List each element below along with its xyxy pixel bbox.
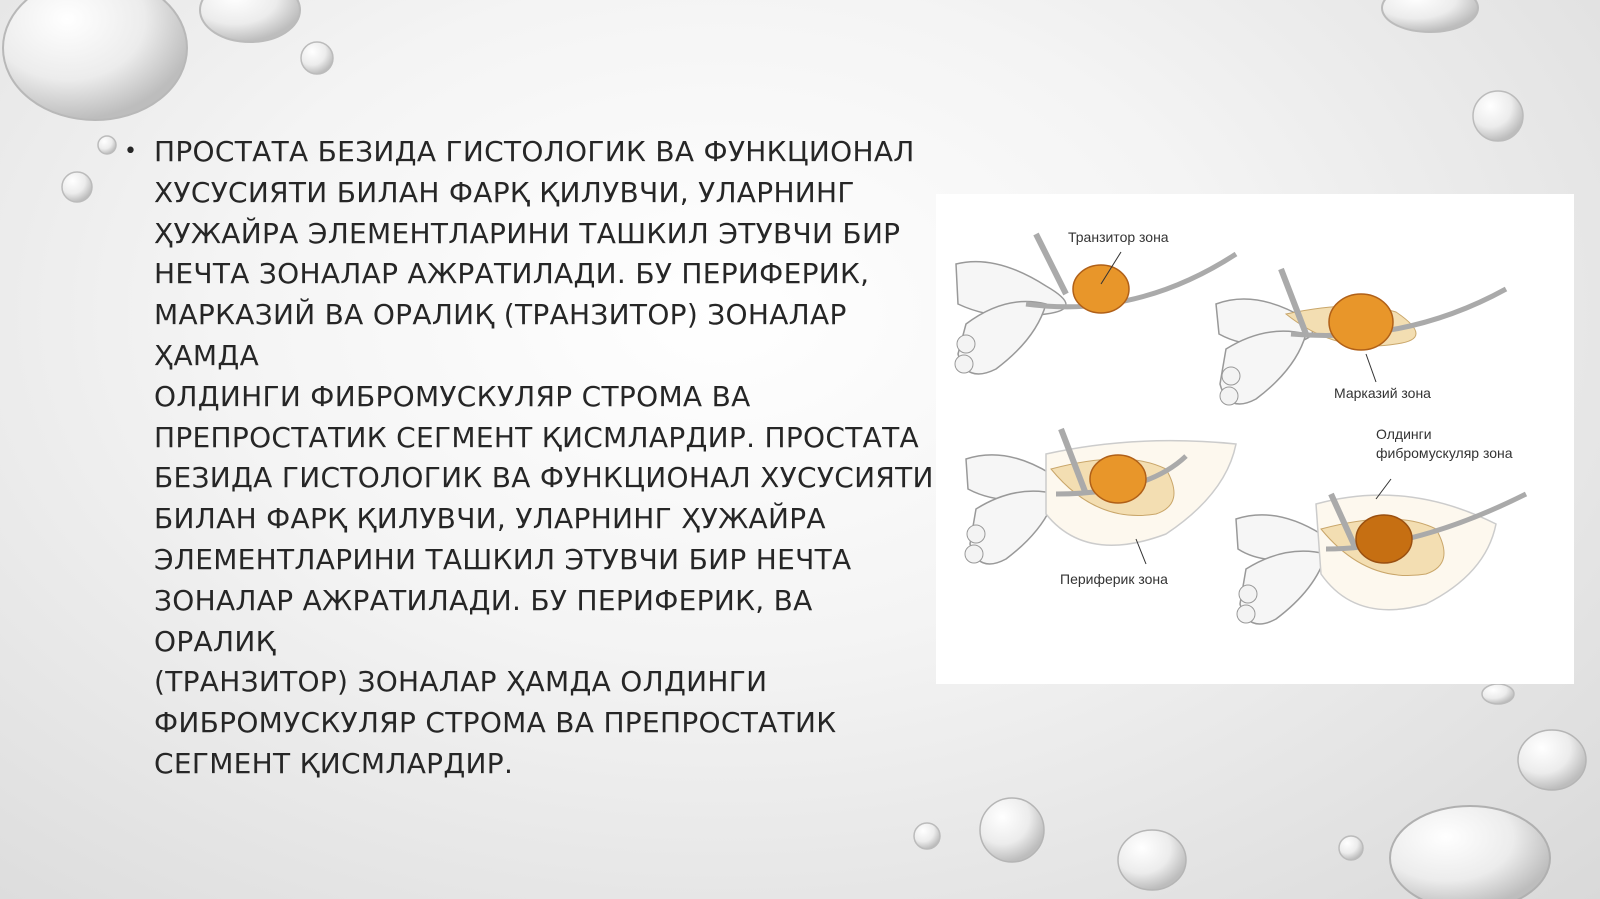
panel-transition-zone xyxy=(955,234,1236,374)
label-transition-zone: Транзитор зона xyxy=(1068,229,1169,245)
water-drop xyxy=(980,798,1044,862)
body-text-list xyxy=(118,132,938,785)
water-drop xyxy=(1518,730,1586,790)
water-drop xyxy=(1382,0,1478,32)
bullet-item xyxy=(118,132,938,785)
water-drop xyxy=(1482,684,1514,704)
water-drop xyxy=(1339,836,1363,860)
prostate-zones-figure xyxy=(936,194,1574,684)
label-anterior-zone-line2: фибромускуляр зона xyxy=(1376,445,1513,461)
prostate-zones-illustration xyxy=(936,194,1574,684)
label-peripheral-zone: Периферик зона xyxy=(1060,571,1168,587)
water-drop xyxy=(301,42,333,74)
water-drop xyxy=(200,0,300,42)
panel-anterior-fibromuscular-zone xyxy=(1236,479,1526,624)
panel-peripheral-zone xyxy=(965,429,1236,564)
bullet-dot: • xyxy=(124,139,138,164)
water-drop xyxy=(914,823,940,849)
body-paragraph: ПРОСТАТА БЕЗИДА ГИСТОЛОГИК ВА ФУНКЦИОНАЛ ХУСУСИЯТИ БИЛАН ФАРҚ ҚИЛУВЧИ, УЛАРНИНГ ҲУЖАЙРА ЭЛЕМЕНТЛАРИНИ ТАШКИЛ ЭТУВЧИ БИР НЕЧТА ЗОНАЛАР АЖРАТИЛАДИ. БУ ПЕРИФЕРИК, МАРКАЗИЙ ВА ОРАЛИҚ (ТРАНЗИТОР) ЗОНАЛАР ҲАМДА ОЛДИНГИ ФИБРОМУСКУЛЯР СТРОМА ВА ПРЕПРОСТАТИК СЕГМЕНТ ҚИСМЛАРДИР. ПРОСТАТА БЕЗИДА ГИСТОЛОГИК ВА ФУНКЦИОНАЛ ХУСУСИЯТИ БИЛАН ФАРҚ ҚИЛУВЧИ, УЛАРНИНГ ҲУЖАЙРА ЭЛЕМЕНТЛАРИНИ ТАШКИЛ ЭТУВЧИ БИР НЕЧТА ЗОНАЛАР АЖРАТИЛАДИ. БУ ПЕРИФЕРИК, ВА ОРАЛИҚ (ТРАНЗИТОР) ЗОНАЛАР ҲАМДА ОЛДИНГИ ФИБРОМУСКУЛЯР СТРОМА ВА ПРЕПРОСТАТИК СЕГМЕНТ ҚИСМЛАРДИР. xyxy=(154,135,934,780)
water-drop xyxy=(3,0,187,120)
water-drop xyxy=(1118,830,1186,890)
water-drop xyxy=(1473,91,1523,141)
water-drop xyxy=(1390,806,1550,899)
water-drop xyxy=(62,172,92,202)
label-anterior-zone-line1: Олдинги xyxy=(1376,426,1432,442)
label-central-zone: Марказий зона xyxy=(1334,385,1431,401)
water-drop xyxy=(98,136,116,154)
